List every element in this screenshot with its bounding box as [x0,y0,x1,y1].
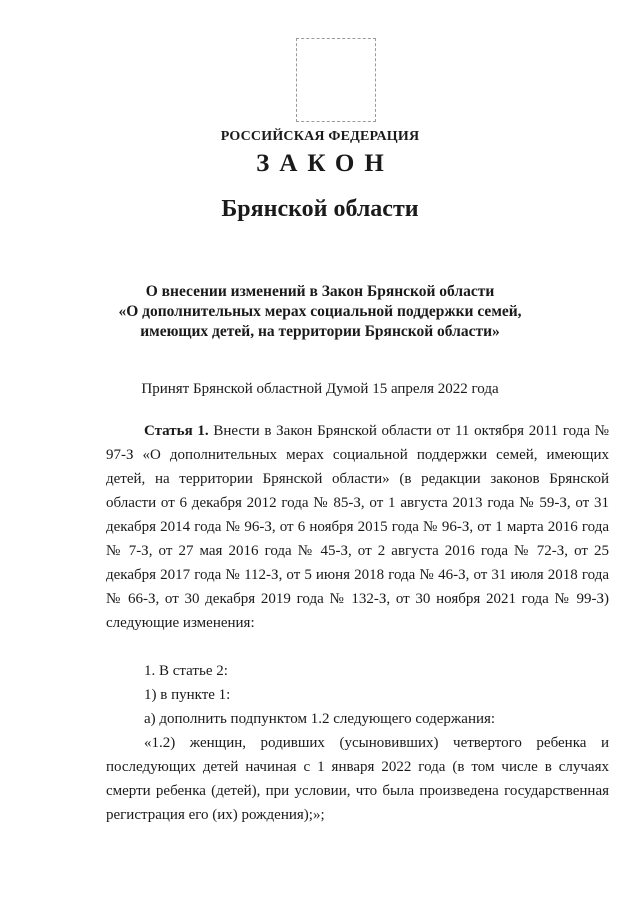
document-type-heading: ЗАКОН [256,150,394,177]
region-heading: Брянской области [221,196,419,222]
adoption-note: Принят Брянской областной Думой 15 апреля 2022 года [141,381,499,397]
country-heading: РОССИЙСКАЯ ФЕДЕРАЦИЯ [220,129,420,144]
law-title-line: «О дополнительных мерах социальной поддержки семей, [118,303,522,320]
article-1-paragraph [106,419,609,635]
list-item: 1) в пункте 1: [144,687,231,703]
article-label: Статья 1. [144,423,209,439]
list-item: 1. В статье 2: [144,663,228,679]
law-title-line: О внесении изменений в Закон Брянской области [145,283,495,300]
article-text: Внести в Закон Брянской области от 11 октября 2011 года № 97-З «О дополнительных мерах социальной поддержки семей, имеющих детей, на территории Брянской области» (в редакции законов Брянской области от 6 декабря 2012 года № 85-З, от 1 августа 2013 года № 59-З, от 31 декабря 2014 года № 96-З, от 6 ноября 2015 года № 96-З, от 1 марта 2016 года № 7-З, от 27 мая 2016 года № 45-З, от 2 августа 2016 года № 72-З, от 25 декабря 2017 года № 112-З, от 5 июня 2018 года № 46-З, от 31 июля 2018 года № 66-З, от 30 декабря 2019 года № 132-З, от 30 ноября 2021 года № 99-З) следующие изменения: [106,423,609,631]
list-item: а) дополнить подпунктом 1.2 следующего содержания: [144,711,496,727]
emblem-placeholder [296,38,376,122]
quoted-amendment: «1.2) женщин, родивших (усыновивших) четвертого ребенка и последующих детей начиная с 1 января 2022 года (в том числе в случаях смерти ребенка (детей), при условии, что была произведена государственная регистрация его (их) рождения);»; [106,735,609,823]
law-title [0,282,640,342]
law-title-line: имеющих детей, на территории Брянской области» [140,323,500,340]
